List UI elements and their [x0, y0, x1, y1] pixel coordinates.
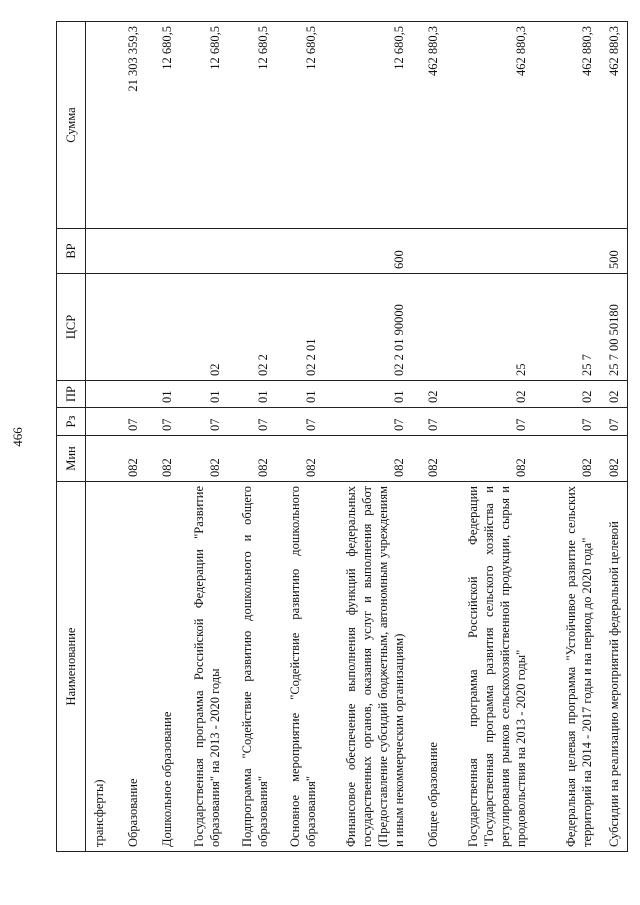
cell-csr: 02 [180, 274, 228, 381]
cell-csr: 02 2 01 [276, 274, 324, 381]
cell-csr [112, 274, 146, 381]
cell-vr: 500 [600, 229, 628, 274]
cell-vr: 600 [324, 229, 412, 274]
cell-sum: 12 680,5 [276, 22, 324, 229]
cell-min: 082 [146, 436, 180, 482]
table-row [600, 22, 628, 852]
cell-min: 082 [112, 436, 146, 482]
cell-rz: 07 [534, 408, 600, 436]
cell-name: Основное мероприятие "Содействие развитию дошкольного образования" [276, 482, 324, 852]
cell-rz: 07 [324, 408, 412, 436]
cell-pr [86, 381, 112, 408]
table-row [534, 22, 600, 852]
cell-name: Дошкольное образование [146, 482, 180, 852]
cell-vr [446, 229, 534, 274]
cell-name: Государственная программа Российской Федерации "Государственная программа развития сельского хозяйства и регулирования рынков сельскохозяйственной продукции, сырья и продовольствия на 2013 - 2020 годы" [446, 482, 534, 852]
cell-min: 082 [600, 436, 628, 482]
table-row [276, 22, 324, 852]
cell-csr [412, 274, 446, 381]
cell-vr [534, 229, 600, 274]
header-sum: Сумма [57, 22, 86, 229]
cell-name: Общее образование [412, 482, 446, 852]
cell-name: Финансовое обеспечение выполнения функций федеральных государственных органов, оказания услуг и выполнения работ (Предоставление субсидий бюджетным, автономным учреждениям и иным некоммерческим организациям) [324, 482, 412, 852]
cell-csr: 25 [446, 274, 534, 381]
cell-rz: 07 [228, 408, 276, 436]
cell-vr [86, 229, 112, 274]
cell-pr: 02 [412, 381, 446, 408]
cell-pr: 01 [276, 381, 324, 408]
header-rz: Рз [57, 408, 86, 436]
cell-min [86, 436, 112, 482]
table-row [446, 22, 534, 852]
page-number: 466 [10, 427, 25, 447]
cell-pr: 01 [146, 381, 180, 408]
cell-csr: 02 2 [228, 274, 276, 381]
cell-csr: 02 2 01 90000 [324, 274, 412, 381]
cell-rz: 07 [146, 408, 180, 436]
cell-vr [228, 229, 276, 274]
table-row [146, 22, 180, 852]
cell-name: Государственная программа Российской Федерации "Развитие образования" на 2013 - 2020 годы [180, 482, 228, 852]
header-min: Мин [57, 436, 86, 482]
header-csr: ЦСР [57, 274, 86, 381]
cell-csr [86, 274, 112, 381]
cell-min: 082 [446, 436, 534, 482]
cell-name: трансферты) [86, 482, 112, 852]
cell-rz: 07 [412, 408, 446, 436]
cell-csr [146, 274, 180, 381]
cell-sum: 462 880,3 [534, 22, 600, 229]
cell-rz: 07 [276, 408, 324, 436]
cell-min: 082 [412, 436, 446, 482]
cell-min: 082 [180, 436, 228, 482]
cell-rz: 07 [446, 408, 534, 436]
cell-name: Субсидии на реализацию мероприятий федеральной целевой [600, 482, 628, 852]
cell-pr: 02 [446, 381, 534, 408]
cell-pr: 02 [534, 381, 600, 408]
cell-pr [112, 381, 146, 408]
cell-pr: 01 [324, 381, 412, 408]
cell-csr: 25 7 [534, 274, 600, 381]
cell-min: 082 [276, 436, 324, 482]
table-row [412, 22, 446, 852]
cell-min: 082 [324, 436, 412, 482]
cell-pr: 01 [180, 381, 228, 408]
header-pr: ПР [57, 381, 86, 408]
cell-vr [412, 229, 446, 274]
cell-rz: 07 [112, 408, 146, 436]
cell-sum: 462 880,3 [412, 22, 446, 229]
table-row [228, 22, 276, 852]
cell-rz [86, 408, 112, 436]
cell-sum: 12 680,5 [180, 22, 228, 229]
cell-min: 082 [534, 436, 600, 482]
cell-sum: 12 680,5 [324, 22, 412, 229]
cell-rz: 07 [600, 408, 628, 436]
table-row [86, 22, 112, 852]
cell-sum: 462 880,3 [446, 22, 534, 229]
cell-sum: 462 880,3 [600, 22, 628, 229]
cell-name: Федеральная целевая программа "Устойчивое развитие сельских территорий на 2014 - 2017 годы и на период до 2020 года" [534, 482, 600, 852]
cell-name: Образование [112, 482, 146, 852]
table-row [112, 22, 146, 852]
cell-sum: 12 680,5 [228, 22, 276, 229]
cell-sum: 21 303 359,3 [112, 22, 146, 229]
cell-vr [146, 229, 180, 274]
table-header-row [57, 22, 86, 852]
cell-csr: 25 7 00 50180 [600, 274, 628, 381]
cell-vr [276, 229, 324, 274]
cell-vr [180, 229, 228, 274]
cell-min: 082 [228, 436, 276, 482]
cell-pr: 01 [228, 381, 276, 408]
header-vr: ВР [57, 229, 86, 274]
cell-sum: 12 680,5 [146, 22, 180, 229]
header-name: Наименование [57, 482, 86, 852]
table-row [180, 22, 228, 852]
cell-name: Подпрограмма "Содействие развитию дошкольного и общего образования" [228, 482, 276, 852]
cell-pr: 02 [600, 381, 628, 408]
table-row [324, 22, 412, 852]
budget-table [56, 21, 628, 852]
cell-vr [112, 229, 146, 274]
cell-sum [86, 22, 112, 229]
cell-rz: 07 [180, 408, 228, 436]
